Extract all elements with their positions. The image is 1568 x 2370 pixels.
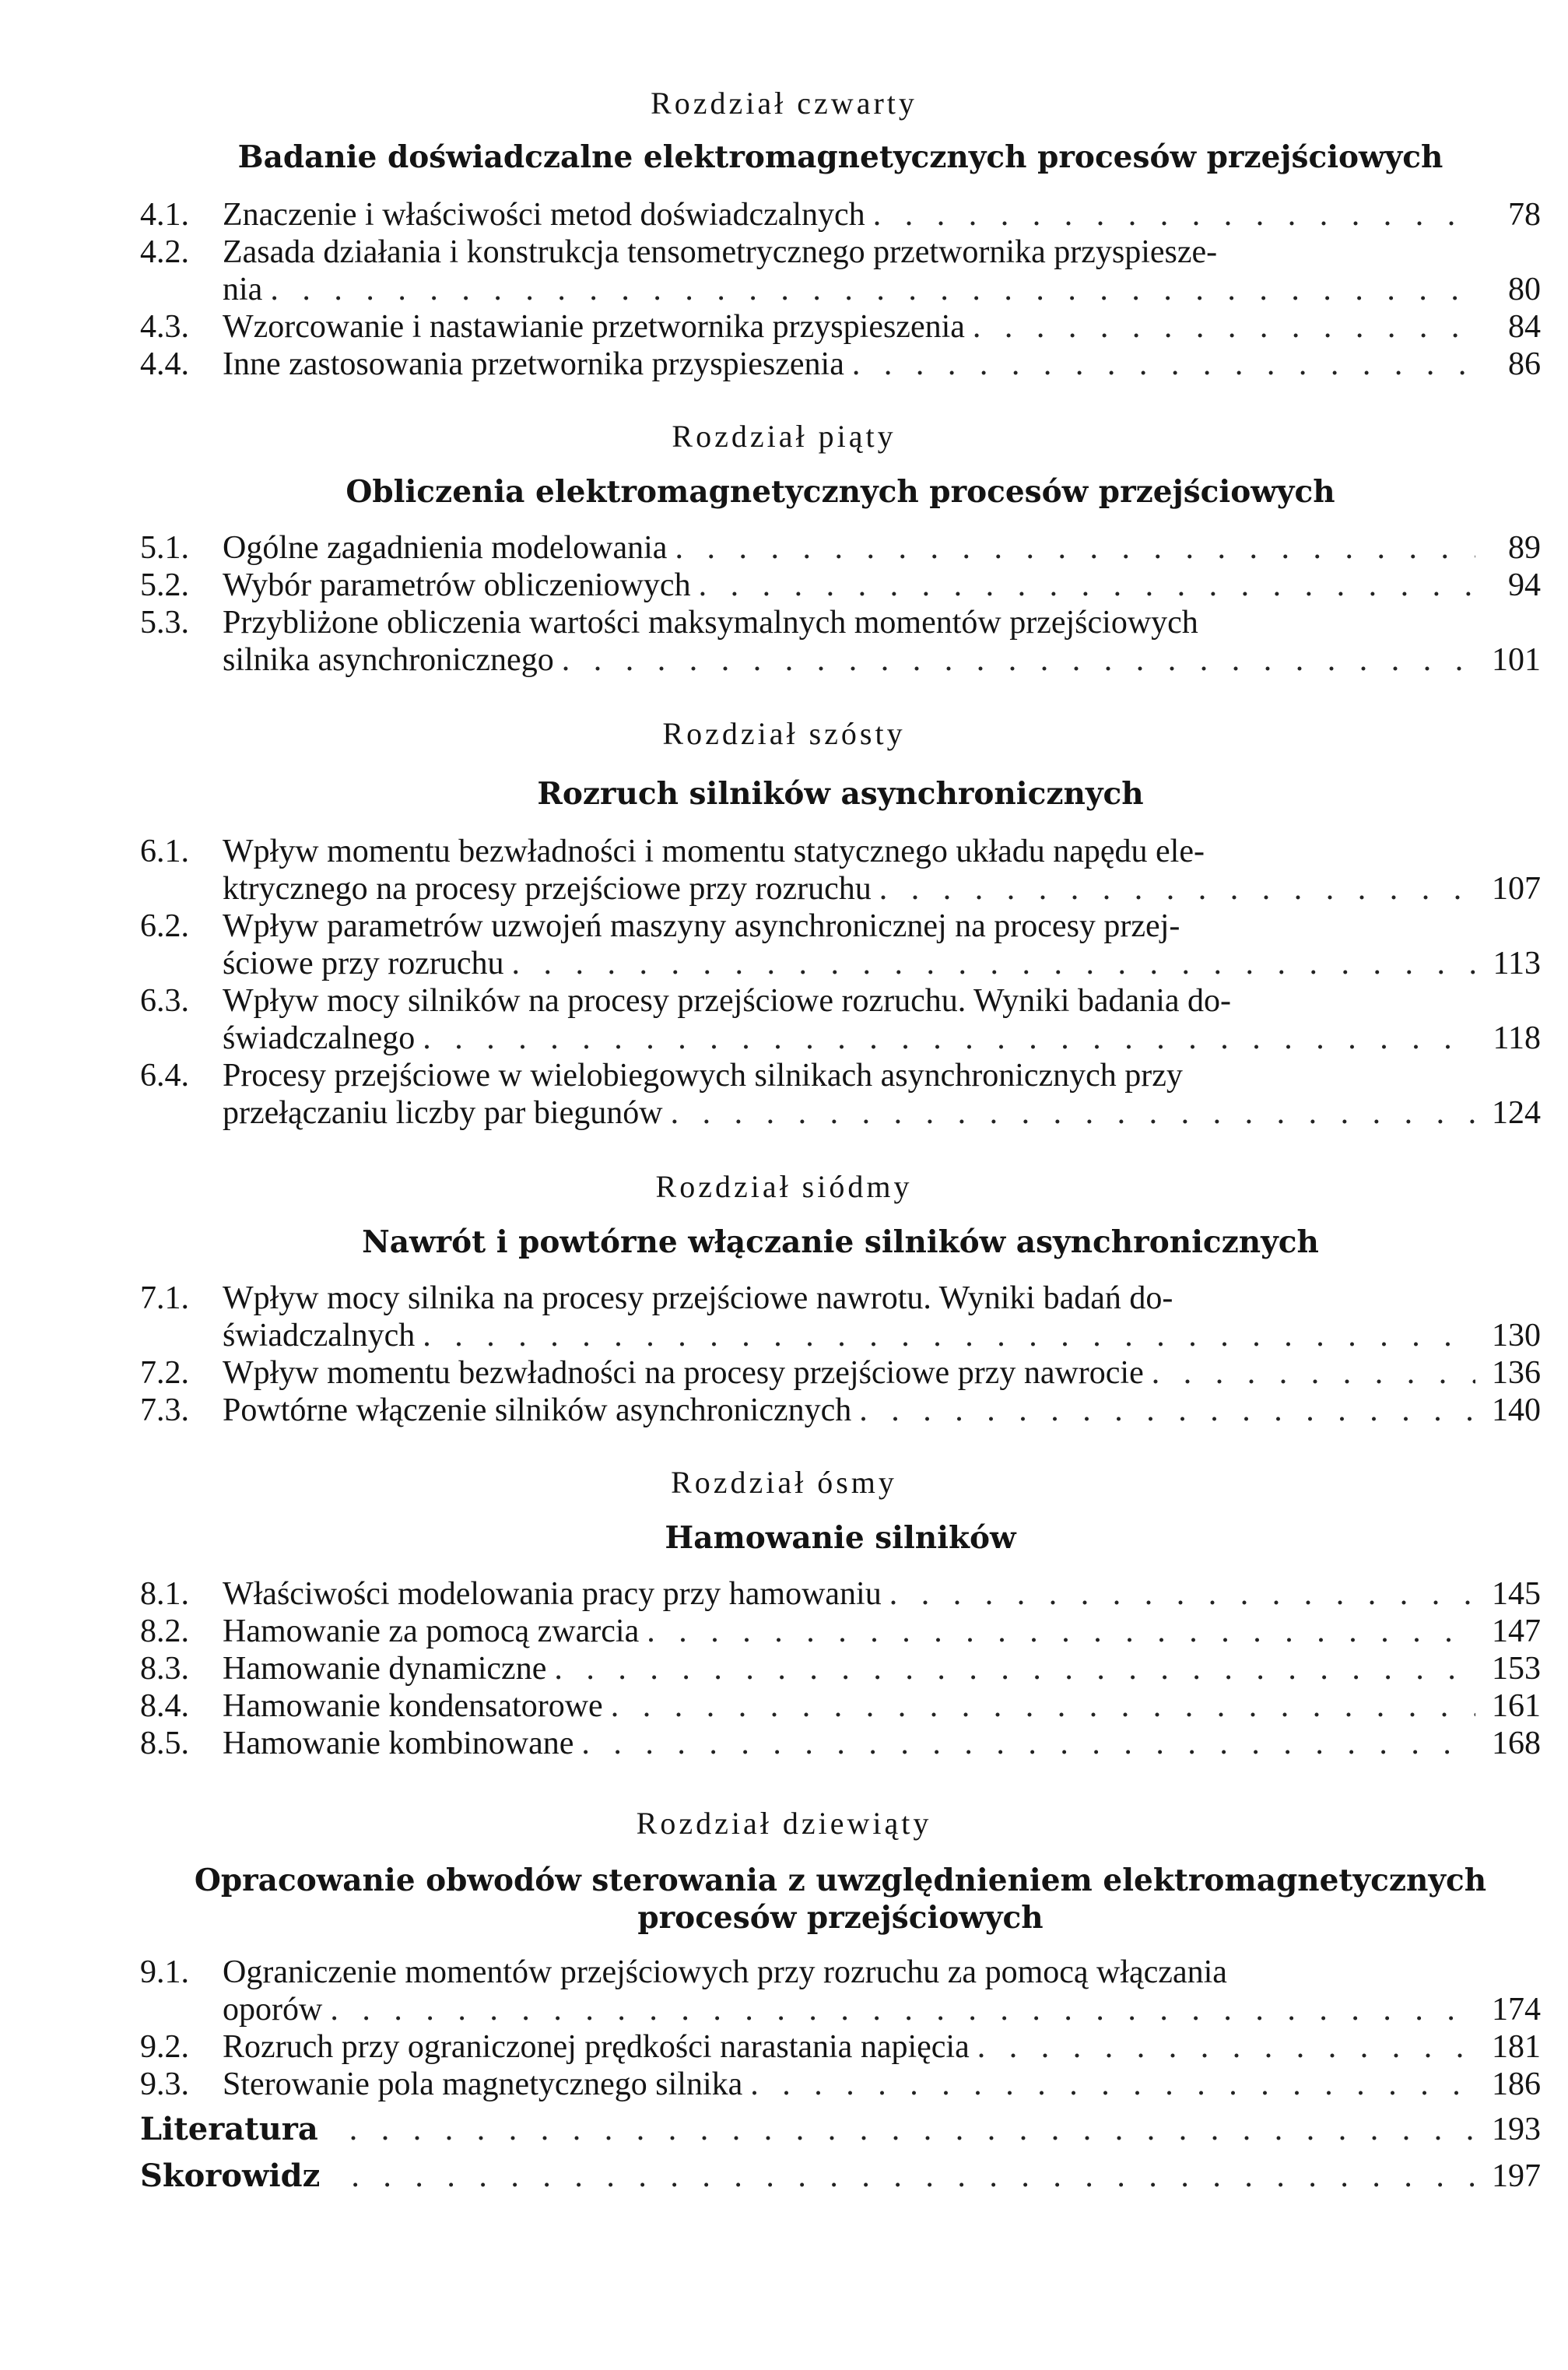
entry-number: 9.3. [140,2066,189,2102]
leader-dots [270,271,1475,308]
entry-number: 7.1. [140,1280,189,1316]
entry-number: 8.2. [140,1613,189,1649]
toc-entry[interactable] [140,1392,1541,1429]
chapter-title-continuation: procesów przejściowych [637,1900,1044,1936]
page-number: 86 [1508,346,1541,382]
entry-number: 8.4. [140,1688,189,1724]
entry-title: Sterowanie pola magnetycznego silnika [223,2066,743,2102]
entry-title: Hamowanie kondensatorowe [223,1688,603,1724]
page-number: 84 [1508,309,1541,345]
toc-entry-skorowidz[interactable] [140,2158,1541,2195]
leader-dots [423,1020,1475,1057]
entry-title: Procesy przejściowe w wielobiegowych silnikach asynchronicznych przy [223,1058,1183,1094]
page-number: 113 [1493,946,1541,981]
leader-dots [671,1094,1475,1132]
leader-dots [750,2066,1475,2103]
entry-title: Powtórne włączenie silników asynchronicznych [223,1392,852,1428]
chapter-label: Rozdział czwarty [651,86,917,121]
entry-title: Literatura [140,2111,318,2147]
toc-entry-continuation [140,870,1541,908]
page-number: 153 [1492,1651,1541,1687]
toc-entry[interactable] [140,346,1541,383]
entry-title: silnika asynchronicznego [223,642,554,678]
toc-entry[interactable] [140,196,1541,233]
chapter-label: Rozdział szósty [662,716,906,751]
entry-title: Znaczenie i właściwości metod doświadczalnych [223,197,865,233]
page-number: 186 [1492,2066,1541,2102]
leader-dots [611,1687,1475,1725]
chapter-label: Rozdział ósmy [671,1465,897,1500]
toc-entry[interactable] [140,1280,1541,1317]
chapter-title: Hamowanie silników [665,1520,1016,1556]
toc-entry[interactable] [140,908,1541,945]
entry-number: 6.2. [140,908,189,944]
entry-title: świadczalnego [223,1020,416,1056]
entry-number: 6.3. [140,983,189,1019]
page-number: 145 [1492,1576,1541,1612]
page-number: 147 [1492,1613,1541,1649]
chapter-title: Obliczenia elektromagnetycznych procesów przejściowych [346,474,1335,510]
page-number: 107 [1492,871,1541,907]
entry-number: 7.3. [140,1392,189,1428]
page-number: 89 [1508,530,1541,566]
page-number: 118 [1493,1020,1541,1056]
page-number: 78 [1508,197,1541,233]
entry-title: Hamowanie za pomocą zwarcia [223,1613,640,1649]
leader-dots [852,346,1475,383]
entry-number: 4.1. [140,197,189,233]
toc-entry[interactable] [140,529,1541,567]
leader-dots [873,196,1475,233]
entry-number: 8.3. [140,1651,189,1687]
leader-dots [330,1991,1475,2028]
entry-title: Ograniczenie momentów przejściowych przy rozruchu za pomocą włączania [223,1954,1227,1990]
entry-title: Wpływ mocy silnika na procesy przejściowe nawrotu. Wyniki badań do- [223,1280,1173,1316]
leader-dots [423,1317,1475,1354]
leader-dots [647,1613,1475,1650]
toc-entry[interactable] [140,833,1541,870]
entry-number: 5.3. [140,605,189,641]
toc-entry[interactable] [140,233,1541,271]
entry-title: Ogólne zagadnienia modelowania [223,530,668,566]
toc-entry[interactable] [140,604,1541,641]
leader-dots [879,870,1475,908]
chapter-title: Opracowanie obwodów sterowania z uwzględnieniem elektromagnetycznych [194,1863,1487,1898]
toc-entry-continuation [140,1020,1541,1057]
page-number: 124 [1492,1095,1541,1131]
entry-title: Skorowidz [140,2158,321,2194]
toc-entry[interactable] [140,1613,1541,1650]
chapter-label: Rozdział piąty [672,419,896,454]
entry-title: Wpływ mocy silników na procesy przejściowe rozruchu. Wyniki badania do- [223,983,1231,1019]
entry-number: 8.1. [140,1576,189,1612]
page-number: 181 [1492,2029,1541,2065]
toc-entry[interactable] [140,308,1541,346]
entry-title: Zasada działania i konstrukcja tensometrycznego przetwornika przyspiesze- [223,234,1218,270]
toc-entry-continuation [140,641,1541,679]
entry-title: oporów [223,1992,323,2028]
entry-title: Rozruch przy ograniczonej prędkości narastania napięcia [223,2029,970,2065]
leader-dots [512,945,1475,982]
leader-dots [1152,1354,1475,1392]
page-number: 197 [1492,2158,1541,2194]
toc-entry[interactable] [140,1687,1541,1725]
toc-entry[interactable] [140,567,1541,604]
page-number: 130 [1492,1318,1541,1354]
entry-number: 4.2. [140,234,189,270]
leader-dots [562,641,1475,679]
page-number: 161 [1492,1688,1541,1724]
toc-entry-continuation [140,1094,1541,1132]
entry-number: 4.4. [140,346,189,382]
toc-entry[interactable] [140,1725,1541,1762]
entry-title: Przybliżone obliczenia wartości maksymalnych momentów przejściowych [223,605,1198,641]
leader-dots [554,1650,1475,1687]
entry-title: świadczalnych [223,1318,416,1354]
entry-number: 8.5. [140,1726,189,1761]
entry-title: Wybór parametrów obliczeniowych [223,567,691,603]
leader-dots [699,567,1475,604]
entry-title: Wpływ momentu bezwładności na procesy przejściowe przy nawrocie [223,1355,1144,1391]
chapter-title: Nawrót i powtórne włączanie silników asynchronicznych [362,1224,1319,1260]
entry-title: Właściwości modelowania pracy przy hamowaniu [223,1576,882,1612]
leader-dots [973,308,1475,346]
chapter-label: Rozdział dziewiąty [636,1806,932,1841]
entry-title: Hamowanie kombinowane [223,1726,574,1761]
page-number: 140 [1492,1392,1541,1428]
toc-entry[interactable] [140,1057,1541,1094]
entry-title: nia [223,272,263,307]
entry-title: Wpływ parametrów uzwojeń maszyny asynchronicznej na procesy przej- [223,908,1180,944]
entry-title: przełączaniu liczby par biegunów [223,1095,663,1131]
leader-dots [581,1725,1475,1762]
entry-number: 6.4. [140,1058,189,1094]
page-number: 174 [1492,1992,1541,2028]
page-number: 101 [1492,642,1541,678]
chapter-title: Badanie doświadczalne elektromagnetycznych procesów przejściowych [237,139,1443,175]
leader-dots [349,2111,1475,2148]
entry-title: ściowe przy rozruchu [223,946,504,981]
toc-entry[interactable] [140,982,1541,1020]
toc-entry[interactable] [140,1354,1541,1392]
page-number: 193 [1492,2112,1541,2147]
toc-entry[interactable] [140,1650,1541,1687]
page-number: 94 [1508,567,1541,603]
toc-entry[interactable] [140,1575,1541,1613]
entry-title: Hamowanie dynamiczne [223,1651,547,1687]
entry-number: 5.1. [140,530,189,566]
page-number: 80 [1508,272,1541,307]
entry-title: Wpływ momentu bezwładności i momentu statycznego układu napędu ele- [223,834,1205,869]
entry-number: 6.1. [140,834,189,869]
entry-title: ktrycznego na procesy przejściowe przy rozruchu [223,871,872,907]
entry-title: Inne zastosowania przetwornika przyspieszenia [223,346,844,382]
entry-number: 7.2. [140,1355,189,1391]
toc-entry-continuation [140,271,1541,308]
toc-entry[interactable] [140,1954,1541,1991]
toc-entry[interactable] [140,2066,1541,2103]
chapter-label: Rozdział siódmy [655,1169,913,1204]
chapter-title: Rozruch silników asynchronicznych [537,776,1144,812]
toc-entry-continuation [140,1317,1541,1354]
page-number: 168 [1492,1726,1541,1761]
leader-dots [675,529,1475,567]
entry-number: 9.1. [140,1954,189,1990]
entry-number: 5.2. [140,567,189,603]
leader-dots [889,1575,1475,1613]
entry-title: Wzorcowanie i nastawianie przetwornika przyspieszenia [223,309,965,345]
entry-number: 9.2. [140,2029,189,2065]
entry-number: 4.3. [140,309,189,345]
leader-dots [351,2158,1475,2195]
toc-entry[interactable] [140,2028,1541,2066]
leader-dots [859,1392,1475,1429]
toc-entry-continuation [140,1991,1541,2028]
page-number: 136 [1492,1355,1541,1391]
toc-entry-continuation [140,945,1541,982]
leader-dots [977,2028,1475,2066]
toc-entry-literatura[interactable] [140,2111,1541,2148]
